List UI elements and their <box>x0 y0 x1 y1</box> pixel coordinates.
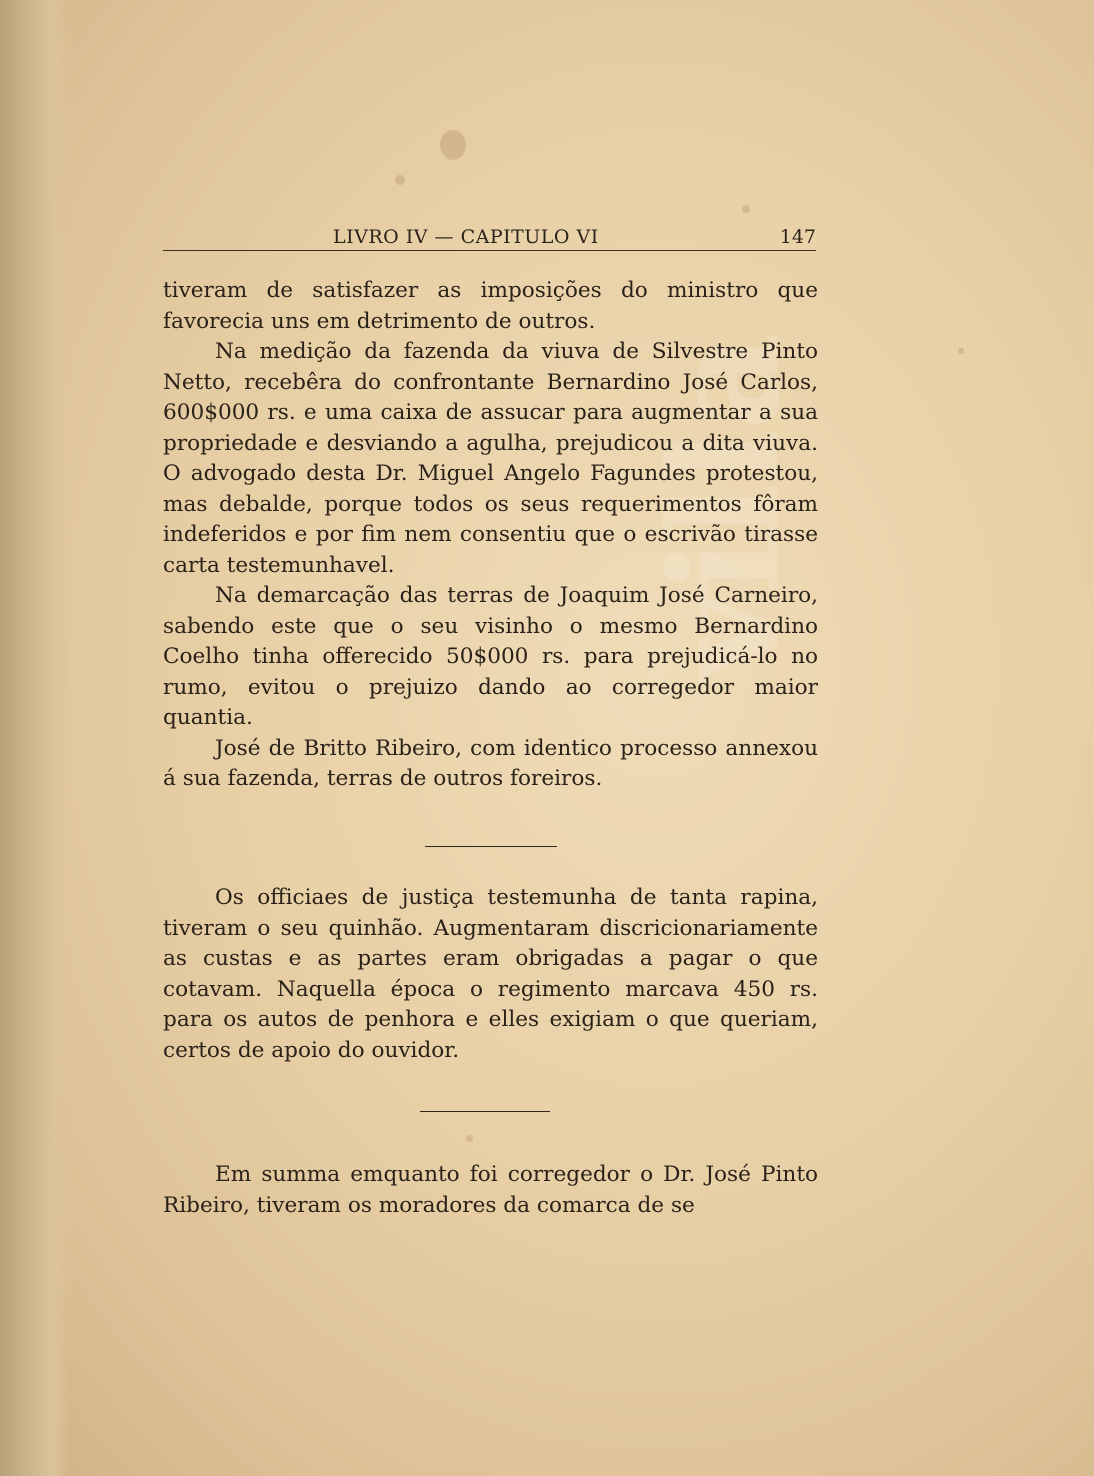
watermark: villa <box>637 334 813 680</box>
foxing-spot <box>742 205 750 213</box>
paragraph: José de Britto Ribeiro, com identico processo annexou á sua fazenda, terras de outros foreiros. <box>163 735 818 791</box>
foxing-spot <box>395 175 405 185</box>
section-one <box>163 276 818 795</box>
section-divider <box>420 1111 550 1112</box>
page-number: 147 <box>779 226 816 248</box>
paragraph: tiveram de satisfazer as imposições do ministro que favorecia uns em detrimento de outros. <box>163 278 818 334</box>
page-spine-shadow <box>0 0 70 1476</box>
foxing-spot <box>958 348 964 354</box>
paragraph: Na demarcação das terras de Joaquim José Carneiro, sabendo este que o seu visinho o mesmo Bernardino Coelho tinha offerecido 50$000 rs. para prejudicá-lo no rumo, evitou o prejuizo dando ao corregedor maior quantia. <box>163 583 818 730</box>
paragraph: Na medição da fazenda da viuva de Silvestre Pinto Netto, recebêra do confrontante Bernardino José Carlos, 600$000 rs. e uma caixa de assucar para augmentar a sua propriedade e desviando a agulha, prejudicou a dita viuva. O advogado desta Dr. Miguel Angelo Fagundes protestou, mas debalde, porque todos os seus requerimentos fôram indeferidos e por fim nem consentiu que o escrivão tirasse carta testemunhavel. <box>163 339 818 578</box>
section-divider <box>425 846 557 847</box>
paragraph: Em summa emquanto foi corregedor o Dr. José Pinto Ribeiro, tiveram os moradores da comarca de se <box>163 1162 818 1218</box>
foxing-spot <box>440 130 466 160</box>
running-head-title: LIVRO IV — CAPITULO VI <box>333 226 599 248</box>
foxing-spot <box>466 1135 473 1142</box>
running-head <box>163 226 816 251</box>
section-three <box>163 1160 818 1221</box>
section-two <box>163 883 818 1066</box>
paragraph: Os officiaes de justiça testemunha de tanta rapina, tiveram o seu quinhão. Augmentaram discricionariamente as custas e as partes eram obrigadas a pagar o que cotavam. Naquella época o regimento marcava 450 rs. para os autos de penhora e elles exigiam o que queriam, certos de apoio do ouvidor. <box>163 885 818 1063</box>
